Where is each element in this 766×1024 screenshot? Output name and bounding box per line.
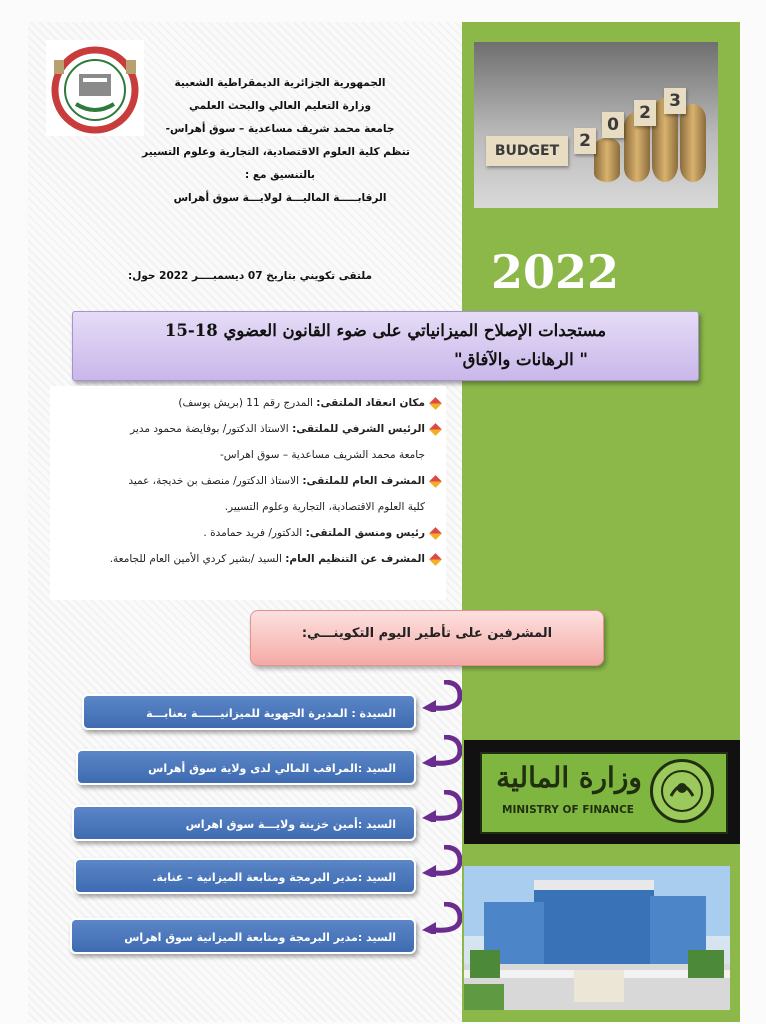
budget-digit: 3	[664, 88, 686, 114]
university-logo	[46, 40, 144, 136]
diamond-bullet-icon	[429, 553, 442, 566]
curved-arrow-icon	[420, 735, 462, 767]
header-line: الرقابـــــة الماليـــة لولايـــة سوق أهراس	[173, 192, 387, 204]
ministry-building-photo	[464, 866, 730, 1010]
info-line: جامعة محمد الشريف مساعدية – سوق اهراس-	[220, 449, 425, 461]
budget-label: BUDGET	[486, 136, 568, 166]
ministry-name-arabic: وزارة المالية	[496, 761, 642, 794]
curved-arrow-icon	[420, 680, 462, 712]
info-line: رئيس ومنسق الملتقى: الدكتور/ فريد حمامدة .	[56, 520, 440, 546]
diamond-bullet-icon	[429, 475, 442, 488]
diamond-bullet-icon	[429, 423, 442, 436]
curved-arrow-icon	[420, 902, 462, 934]
info-line: كلية العلوم الاقتصادية، التجارية وعلوم التسيير.	[224, 501, 425, 513]
info-line: المشرف العام للملتقى: الاستاذ الدكتور/ منصف بن خديجة، عميد	[56, 468, 440, 494]
budget-digit: 0	[602, 112, 624, 138]
supervisor-item: السيد :المراقب المالي لدى ولاية سوق أهراس	[76, 749, 416, 785]
supervisor-item: السيد :أمين خزينة ولايـــة سوق اهراس	[72, 805, 416, 841]
budget-2023-photo	[474, 42, 718, 208]
diamond-bullet-icon	[429, 527, 442, 540]
event-title-line-2: " الرهانات والآفاق"	[454, 350, 588, 369]
budget-digit: 2	[634, 100, 656, 126]
year-badge: 2022	[490, 245, 620, 299]
curved-arrow-icon	[420, 790, 462, 822]
supervisor-item: السيدة : المديرة الجهوية للميزانيــــــة بعنابـــة	[82, 694, 416, 730]
info-line: مكان انعقاد الملتقى: المدرج رقم 11 (بريش يوسف)	[56, 390, 440, 416]
event-info-box	[50, 386, 446, 600]
header-line: جامعة محمد شريف مساعدية – سوق أهراس-	[165, 123, 395, 135]
header-institution-lines	[142, 72, 410, 210]
info-line: المشرف عن التنظيم العام: السيد /بشير كردي الأمين العام للجامعة.	[56, 546, 440, 572]
budget-digit: 2	[574, 128, 596, 154]
supervisor-item: السيد :مدير البرمجة ومتابعة الميزانية سوق اهراس	[70, 918, 416, 954]
ministry-emblem-icon	[650, 759, 714, 823]
event-title-line-1: مستجدات الإصلاح الميزانياتي على ضوء القانون العضوي 18-15	[164, 321, 607, 340]
event-date-line: ملتقى تكويني بتاريخ 07 ديسمبــــر 2022 حول:	[128, 270, 372, 282]
event-title-banner	[72, 311, 699, 381]
header-line: وزارة التعليم العالي والبحث العلمي	[188, 100, 372, 112]
curved-arrow-icon	[420, 845, 462, 877]
supervisors-title-box: المشرفين على تأطير اليوم التكوينـــي:	[250, 610, 604, 666]
header-line: تنظم كلية العلوم الاقتصادية، التجارية وعلوم التسيير	[142, 146, 410, 158]
header-line: بالتنسيق مع :	[244, 169, 316, 181]
diamond-bullet-icon	[429, 397, 442, 410]
ministry-name-english: MINISTRY OF FINANCE	[502, 804, 634, 816]
info-line: الرئيس الشرفي للملتقى: الاستاذ الدكتور/ بوفايضة محمود مدير	[56, 416, 440, 442]
header-line: الجمهورية الجزائرية الديمقراطية الشعبية	[174, 77, 386, 89]
supervisor-item: السيد :مدير البرمجة ومتابعة الميزانية – عنابة.	[74, 858, 416, 894]
